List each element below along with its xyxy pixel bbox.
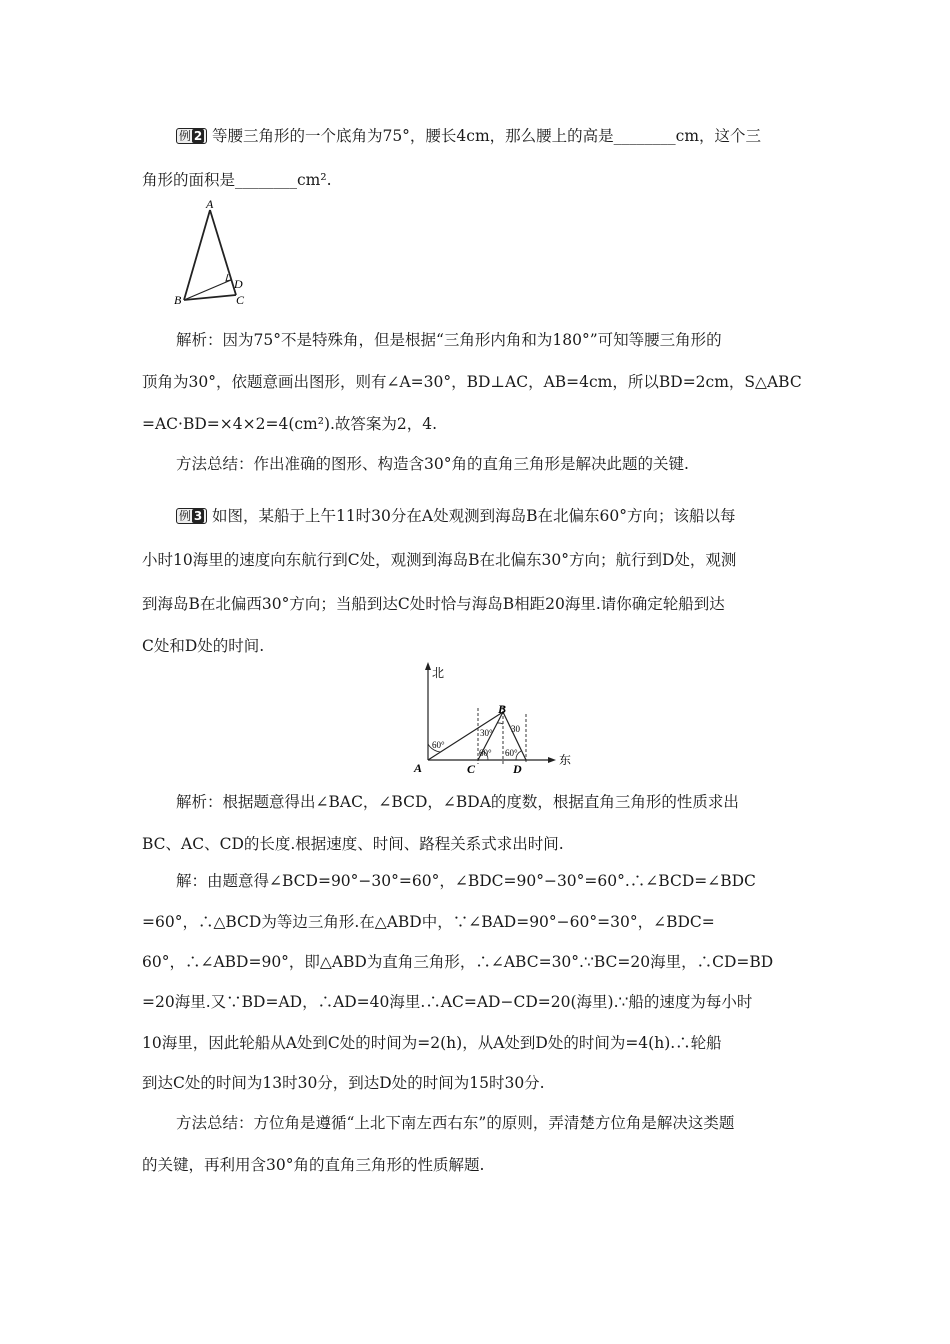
- bearing-figure: [410, 660, 580, 780]
- label-C: C: [236, 293, 245, 307]
- label-C: C: [467, 762, 476, 776]
- angle-D-60: 60°: [505, 748, 518, 758]
- ex2-question-line1: 例 2 等腰三角形的一个底角为75°，腰长4cm，那么腰上的高是________cm，这个三: [176, 126, 844, 146]
- ex2-question-line2: 角形的面积是________cm².: [142, 171, 332, 189]
- label-B: B: [174, 293, 182, 307]
- ex3-question-line4: C处和D处的时间.: [142, 637, 265, 655]
- ex3-solution-line5: 10海里，因此轮船从A处到C处的时间为=2(h)，从A处到D处的时间为=4(h).∴轮船: [142, 1034, 722, 1052]
- ex3-method-line2: 的关键，再利用含30°角的直角三角形的性质解题.: [142, 1156, 485, 1174]
- ex3-solution-line2: =60°，∴△BCD为等边三角形.在△ABD中，∵∠BAD=90°−60°=30°，∠BDC=: [142, 913, 715, 931]
- angle-B-30-left: 30°: [480, 728, 493, 738]
- north-label: 北: [432, 666, 445, 680]
- angle-C-60: 60°: [479, 748, 492, 758]
- ex2-method-summary: 方法总结：作出准确的图形、构造含30°角的直角三角形是解决此题的关键.: [176, 455, 689, 473]
- ex3-solution-line6: 到达C处的时间为13时30分，到达D处的时间为15时30分.: [142, 1074, 545, 1092]
- ex3-badge: 例 3: [176, 508, 207, 524]
- ex3-question-line3: 到海岛B在北偏西30°方向；当船到达C处时恰与海岛B相距20海里.请你确定轮船到达: [142, 595, 725, 613]
- ex3-question-line1: 例 3 如图，某船于上午11时30分在A处观测到海岛B在北偏东60°方向；该船以每: [176, 506, 844, 526]
- triangle-figure: [170, 196, 260, 311]
- ex2-solution-line1: 解析：因为75°不是特殊角，但是根据“三角形内角和为180°”可知等腰三角形的: [176, 331, 722, 349]
- label-A: A: [206, 197, 214, 211]
- ex3-analysis-line2: BC、AC、CD的长度.根据速度、时间、路程关系式求出时间.: [142, 835, 564, 853]
- ex3-solution-line1: 解：由题意得∠BCD=90°−30°=60°，∠BDC=90°−30°=60°.∴∠BCD=∠BDC: [176, 872, 756, 890]
- angle-A-60: 60°: [432, 740, 445, 750]
- label-A: A: [414, 761, 423, 775]
- ex2-badge: 例 2: [176, 128, 207, 144]
- ex2-solution-line2: 顶角为30°，依题意画出图形，则有∠A=30°，BD⊥AC，AB=4cm，所以BD=2cm，S△ABC: [142, 373, 802, 391]
- label-D: D: [234, 277, 243, 291]
- ex3-solution-line4: =20海里.又∵BD=AD，∴AD=40海里.∴AC=AD−CD=20(海里).∵船的速度为每小时: [142, 993, 753, 1011]
- east-label: 东: [559, 753, 572, 767]
- ex2-solution-line3: =AC·BD=×4×2=4(cm²).故答案为2，4.: [142, 415, 438, 433]
- angle-B-30-right: 30: [511, 724, 520, 734]
- label-D: D: [513, 762, 522, 776]
- label-B: B: [498, 702, 507, 716]
- ex3-method-line1: 方法总结：方位角是遵循“上北下南左西右东”的原则，弄清楚方位角是解决这类题: [176, 1114, 735, 1132]
- ex3-analysis-line1: 解析：根据题意得出∠BAC，∠BCD，∠BDA的度数，根据直角三角形的性质求出: [176, 793, 739, 811]
- ex3-question-line2: 小时10海里的速度向东航行到C处，观测到海岛B在北偏东30°方向；航行到D处，观测: [142, 551, 737, 569]
- ex3-solution-line3: 60°，∴∠ABD=90°，即△ABD为直角三角形，∴∠ABC=30°.∵BC=20海里，∴CD=BD: [142, 953, 774, 971]
